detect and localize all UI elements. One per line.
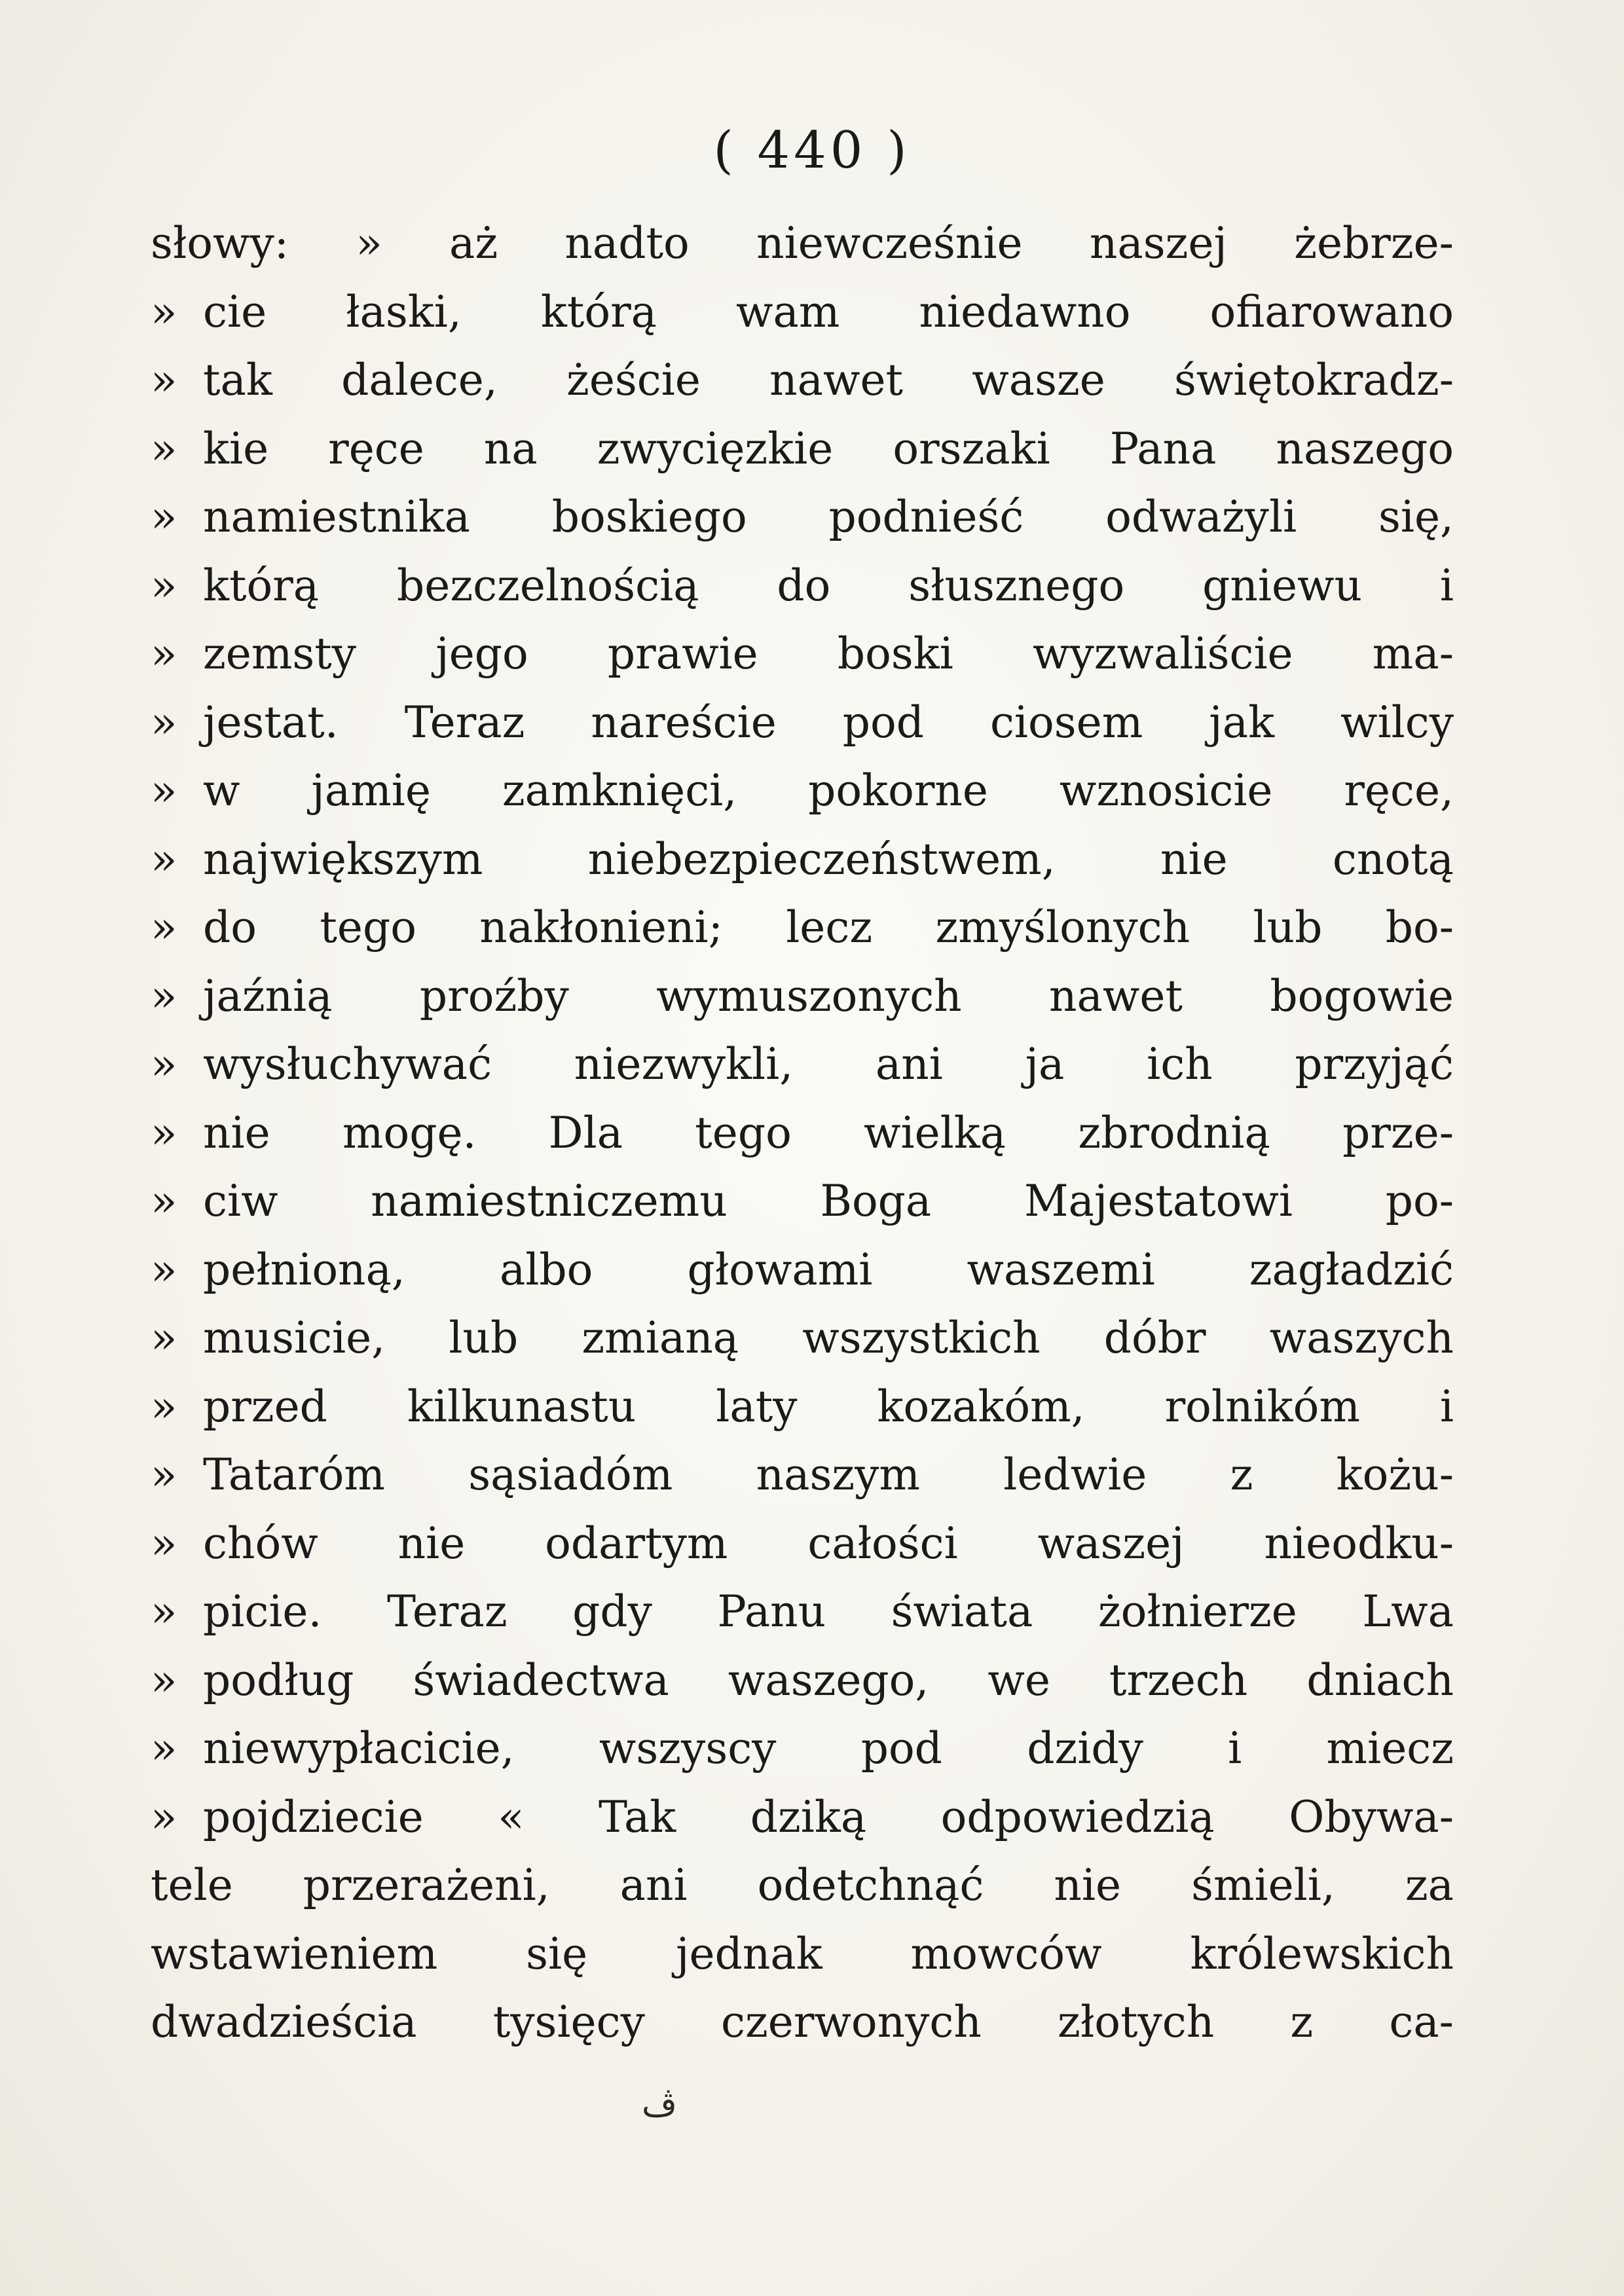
quote-mark: » — [151, 355, 177, 405]
text-line: » niewypłacicie, wszyscy pod dzidy i miecz — [151, 1715, 1454, 1783]
text-line: » picie. Teraz gdy Panu świata żołnierze Lwa — [151, 1578, 1454, 1647]
text-line: » w jamię zamknięci, pokorne wznosicie ręce, — [151, 757, 1454, 826]
text-line: » namiestnika boskiego podnieść odważyli się, — [151, 483, 1454, 552]
quote-mark: » — [151, 1039, 177, 1089]
text-line: » Tataróm sąsiadóm naszym ledwie z kożu- — [151, 1441, 1454, 1510]
quote-mark: » — [151, 1313, 177, 1363]
quote-mark: » — [151, 1586, 177, 1637]
quote-mark: » — [151, 629, 177, 679]
text-line: » pojdziecie « Tak dziką odpowiedzią Obywa- — [151, 1783, 1454, 1852]
text-line: » wysłuchywać niezwykli, ani ja ich przyjąć — [151, 1030, 1454, 1099]
text-line: » do tego nakłonieni; lecz zmyślonych lub bo- — [151, 894, 1454, 962]
text-line: » tak dalece, żeście nawet wasze świętokradz- — [151, 346, 1454, 415]
quote-mark: » — [151, 1654, 177, 1705]
text-line: » pełnioną, albo głowami waszemi zagładzić — [151, 1236, 1454, 1305]
text-line: tele przerażeni, ani odetchnąć nie śmieli, za — [151, 1860, 1454, 1910]
text-line: » zemsty jego prawie boski wyzwaliście ma- — [151, 620, 1454, 689]
text-line: » nie mogę. Dla tego wielką zbrodnią prze- — [151, 1099, 1454, 1168]
quote-mark: » — [151, 492, 177, 542]
text-line: » musicie, lub zmianą wszystkich dóbr waszych — [151, 1304, 1454, 1373]
quote-mark: » — [151, 1176, 177, 1226]
quote-mark: » — [151, 560, 177, 611]
text-line: » jaźnią proźby wymuszonych nawet bogowie — [151, 962, 1454, 1031]
quote-mark: » — [151, 1449, 177, 1500]
quote-mark: » — [151, 1791, 177, 1842]
page-number: ( 440 ) — [713, 121, 911, 180]
quote-mark: » — [151, 765, 177, 816]
text-line: » cie łaski, którą wam niedawno ofiarowano — [151, 278, 1454, 347]
text-line: » którą bezczelnością do słusznego gniewu i — [151, 552, 1454, 621]
text-line: » największym niebezpieczeństwem, nie cnotą — [151, 826, 1454, 894]
quote-mark: » — [151, 423, 177, 474]
quote-mark: » — [151, 1107, 177, 1158]
quote-mark: » — [151, 1244, 177, 1295]
text-line: słowy: » aż nadto niewcześnie naszej żebrze- — [151, 218, 1454, 268]
quote-mark: » — [151, 1723, 177, 1774]
quote-mark: » — [151, 970, 177, 1021]
quote-mark: » — [151, 1381, 177, 1432]
text-line: » jestat. Teraz nareście pod ciosem jak wilcy — [151, 689, 1454, 757]
quote-mark: » — [151, 1518, 177, 1569]
text-line: » kie ręce na zwycięzkie orszaki Pana naszego — [151, 415, 1454, 484]
quote-mark: » — [151, 697, 177, 748]
signature-mark: ڤ — [642, 2085, 677, 2124]
quote-mark: » — [151, 286, 177, 337]
text-line: dwadzieścia tysięcy czerwonych złotych z ca- — [151, 1997, 1454, 2047]
text-line: » podług świadectwa waszego, we trzech dniach — [151, 1647, 1454, 1715]
text-line: » ciw namiestniczemu Boga Majestatowi po- — [151, 1167, 1454, 1236]
quote-mark: » — [151, 902, 177, 953]
text-line: » chów nie odartym całości waszej nieodku- — [151, 1510, 1454, 1578]
quote-mark: » — [151, 833, 177, 884]
body-text — [151, 210, 1454, 2057]
text-line: wstawieniem się jednak mowców królewskich — [151, 1928, 1454, 1979]
text-line: » przed kilkunastu laty kozakóm, rolnikóm i — [151, 1373, 1454, 1442]
